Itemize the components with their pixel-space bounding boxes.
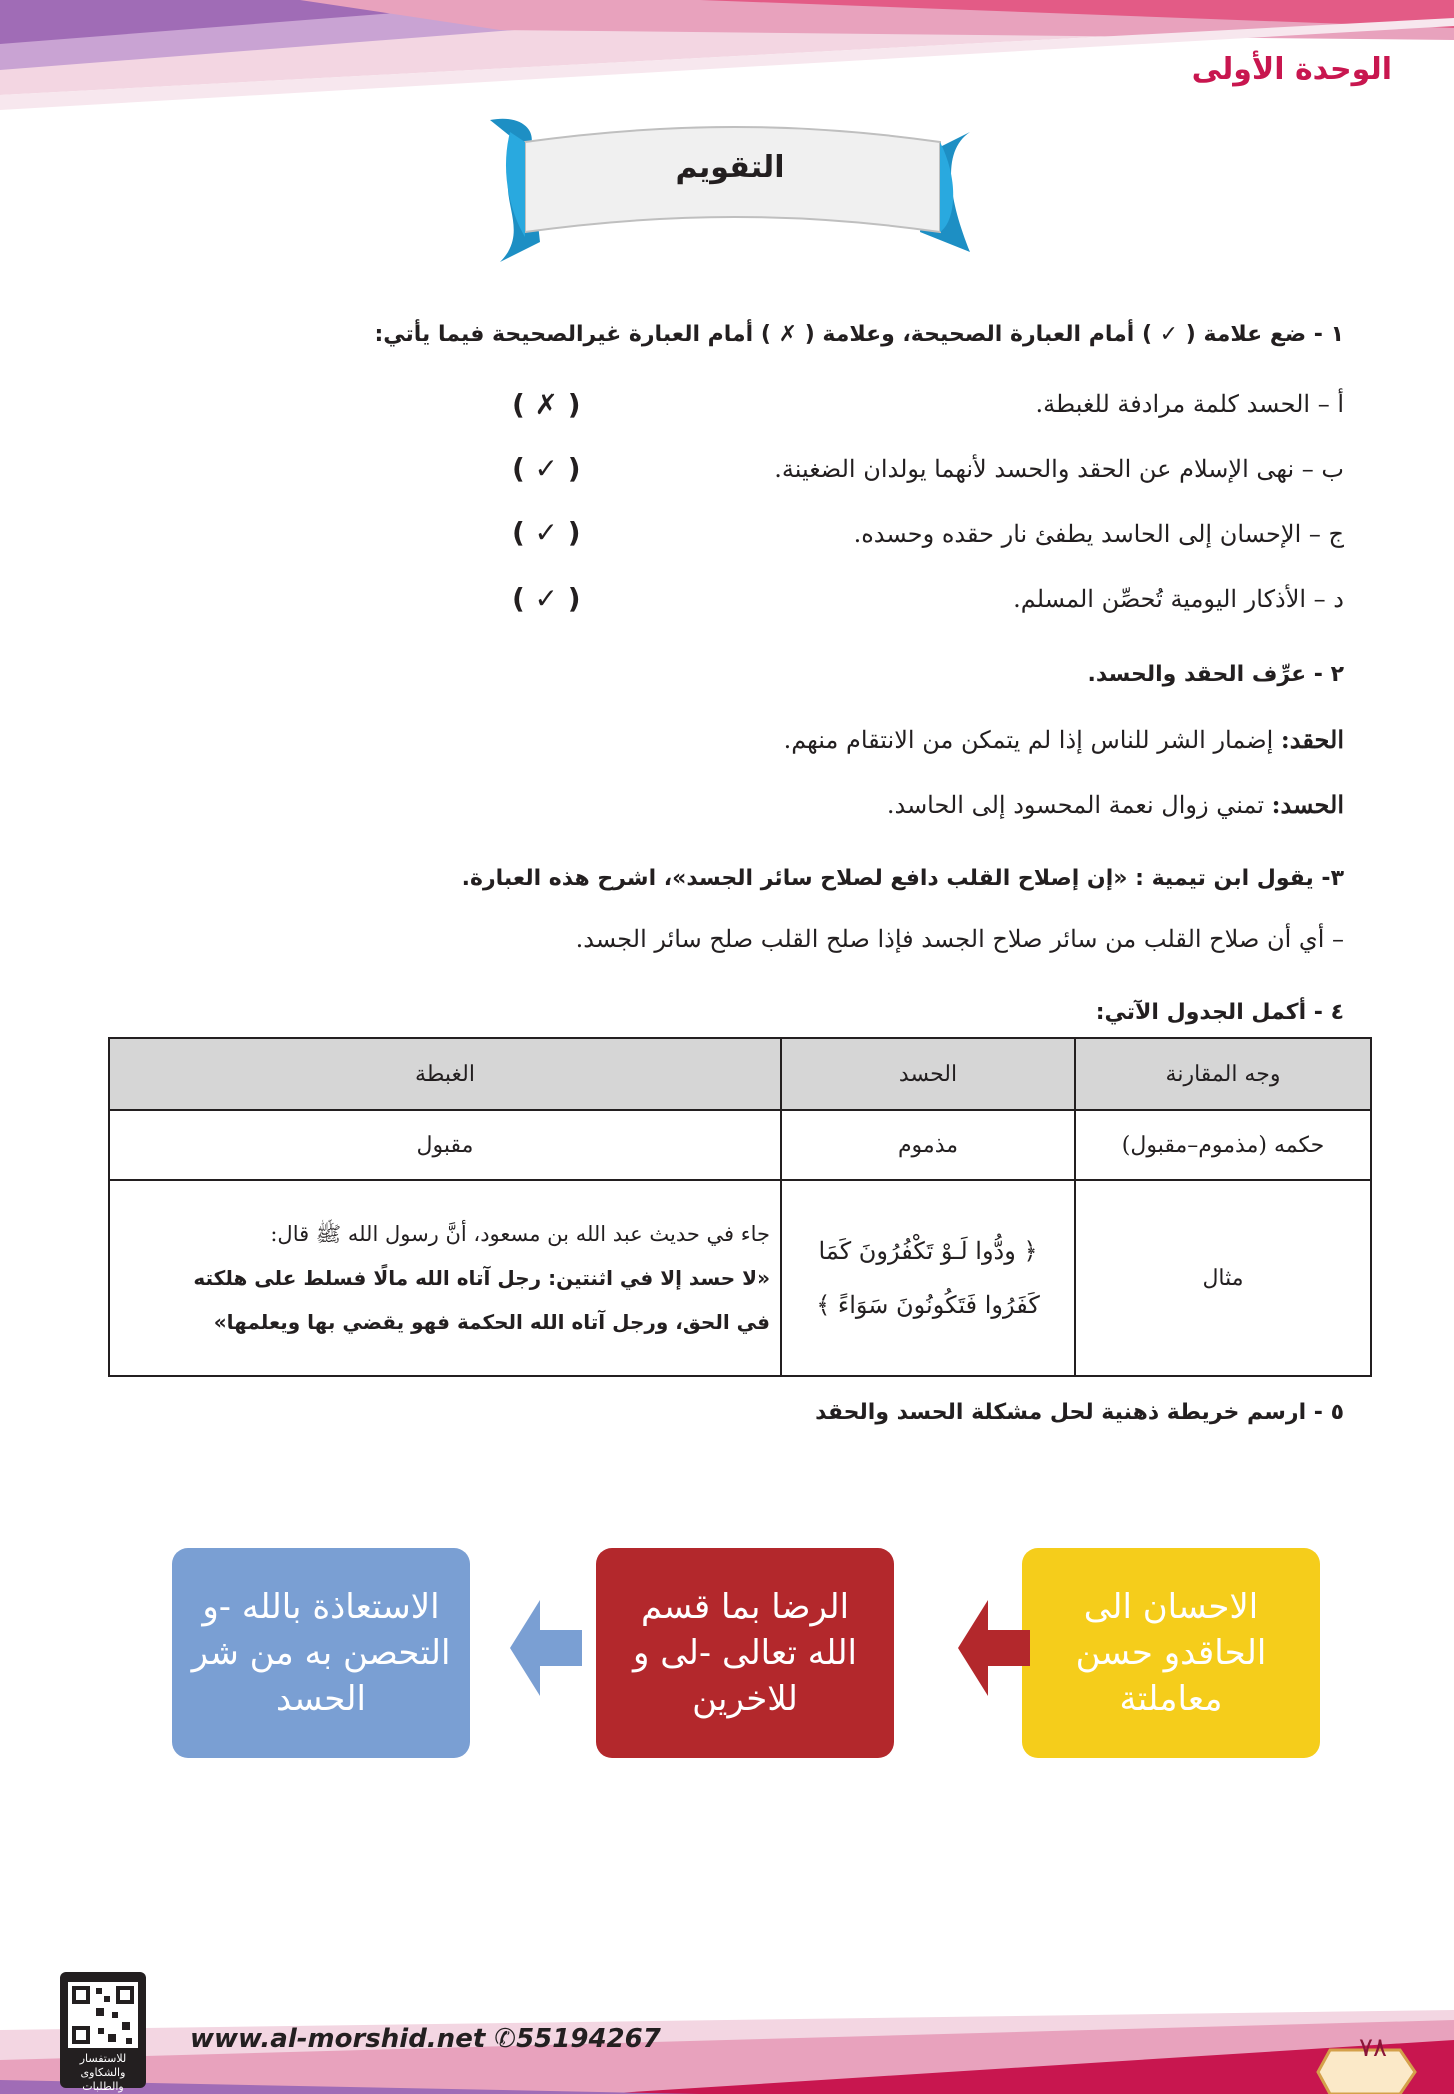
- table-header-row: [109, 1038, 1371, 1110]
- ayah-cell: [781, 1180, 1075, 1376]
- definition-hasad-text: تمني زوال نعمة المحسود إلى الحاسد.: [886, 791, 1272, 819]
- hadith-line: «لا حسد إلا في اثنتين: رجل آتاه الله مالًا فسلط على هلكته: [193, 1266, 770, 1290]
- mindmap-box-refuge: [172, 1548, 470, 1758]
- qr-caption: للاستفسار والشكاوى والطلبات: [79, 2052, 127, 2093]
- question-2-prompt: ٢ - عرِّف الحقد والحسد.: [1087, 662, 1344, 687]
- mindmap-arrow-red: [958, 1600, 1030, 1696]
- q1-item-c: ج – الإحسان إلى الحاسد يطفئ نار حقده وحسده.: [853, 520, 1344, 548]
- section-ribbon: [470, 112, 990, 272]
- definition-hiqd: [784, 725, 1344, 754]
- qr-code-pattern: [68, 1982, 138, 2048]
- unit-title: الوحدة الأولى: [1191, 52, 1392, 87]
- qr-code: [60, 1972, 146, 2093]
- question-4-prompt: ٤ - أكمل الجدول الآتي:: [1095, 1000, 1344, 1025]
- table-cell: حكمه (مذموم–مقبول): [1075, 1110, 1371, 1180]
- mindmap-box-kindness: [1022, 1548, 1320, 1758]
- mindmap-box-text: الاحسان الى الحاقدو حسن معاملتة: [1075, 1587, 1267, 1719]
- q1-item-b-mark: ( ✓ ): [512, 452, 581, 485]
- mindmap-box-text: الرضا بما قسم الله تعالى -لى و للاخرين: [632, 1587, 858, 1719]
- definition-hiqd-text: إضمار الشر للناس إذا لم يتمكن من الانتقام منهم.: [783, 726, 1281, 754]
- definition-hasad: [887, 790, 1344, 819]
- page-number: ٧٨: [1359, 2033, 1387, 2063]
- mindmap-arrow-blue: [510, 1600, 582, 1696]
- q1-item-d: د – الأذكار اليومية تُحصِّن المسلم.: [1013, 585, 1344, 613]
- hadith-line: جاء في حديث عبد الله بن مسعود، أنَّ رسول الله ﷺ قال:: [270, 1222, 770, 1246]
- q1-item-a: أ – الحسد كلمة مرادفة للغبطة.: [1035, 390, 1344, 418]
- question-5-prompt: ٥ - ارسم خريطة ذهنية لحل مشكلة الحسد والحقد: [815, 1400, 1344, 1425]
- table-header-cell: الغبطة: [109, 1038, 781, 1110]
- hadith-line: في الحق، ورجل آتاه الله الحكمة فهو يقضي بها ويعلمها»: [213, 1310, 770, 1334]
- question-1-prompt: ١ - ضع علامة ( ✓ ) أمام العبارة الصحيحة، وعلامة ( ✗ ) أمام العبارة غيرالصحيحة فيما يأتي:: [374, 322, 1344, 347]
- question-3-prompt: ٣- يقول ابن تيمية : «إن إصلاح القلب دافع لصلاح سائر الجسد»، اشرح هذه العبارة.: [461, 866, 1344, 891]
- ayah-line: ﴿ ودُّوا لَـوْ تَكْفُرُونَ كَمَا: [818, 1237, 1038, 1265]
- ayah-line: كَفَرُوا فَتَكُونُونَ سَوَاءً ﴾: [816, 1291, 1040, 1319]
- comparison-table: [108, 1037, 1372, 1377]
- definition-hiqd-term: الحقد:: [1280, 725, 1344, 754]
- table-cell: مقبول: [109, 1110, 781, 1180]
- q1-item-a-mark: ( ✗ ): [512, 388, 581, 421]
- mindmap-box-contentment: [596, 1548, 894, 1758]
- section-title: التقويم: [675, 150, 785, 185]
- q1-item-c-mark: ( ✓ ): [512, 516, 581, 549]
- website-phone: www.al-morshid.net ✆55194267: [190, 2024, 661, 2054]
- table-header-cell: الحسد: [781, 1038, 1075, 1110]
- q1-item-d-mark: ( ✓ ): [512, 582, 581, 615]
- definition-hasad-term: الحسد:: [1271, 790, 1344, 819]
- table-cell: مذموم: [781, 1110, 1075, 1180]
- table-header-cell: وجه المقارنة: [1075, 1038, 1371, 1110]
- table-cell: مثال: [1075, 1180, 1371, 1376]
- table-row: [109, 1110, 1371, 1180]
- q1-item-b: ب – نهى الإسلام عن الحقد والحسد لأنهما يولدان الضغينة.: [774, 455, 1344, 483]
- table-row: [109, 1180, 1371, 1376]
- hadith-cell: [109, 1180, 781, 1376]
- question-3-answer: – أي أن صلاح القلب من سائر صلاح الجسد فإذا صلح القلب صلح سائر الجسد.: [575, 925, 1344, 953]
- mindmap-box-text: الاستعاذة بالله -و التحصن به من شر الحسد: [191, 1587, 451, 1719]
